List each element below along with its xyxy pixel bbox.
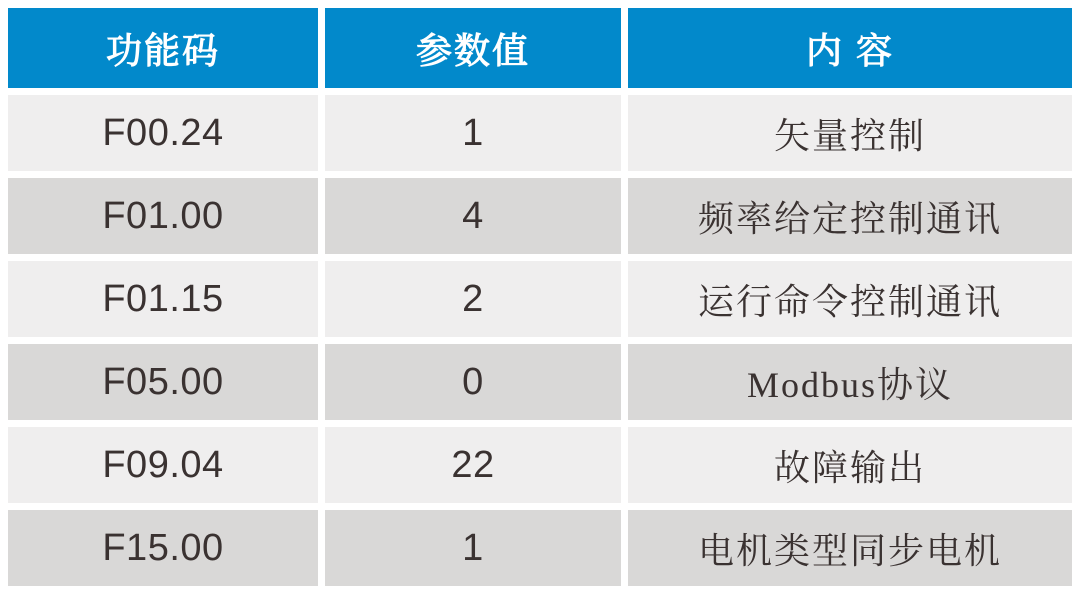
- content-cell: Modbus协议: [628, 344, 1072, 420]
- table-row: [8, 510, 1072, 586]
- content-cell: 运行命令控制通讯: [628, 261, 1072, 337]
- column-header-parameter-value: 参数值: [325, 8, 621, 88]
- parameter-table: [8, 8, 1072, 586]
- function-code-cell: F09.04: [8, 427, 318, 503]
- table-row: [8, 427, 1072, 503]
- content-cell: 频率给定控制通讯: [628, 178, 1072, 254]
- function-code-cell: F01.00: [8, 178, 318, 254]
- table-header-row: [8, 8, 1072, 88]
- parameter-value-cell: 0: [325, 344, 621, 420]
- table-row: [8, 344, 1072, 420]
- parameter-value-cell: 1: [325, 95, 621, 171]
- function-code-cell: F05.00: [8, 344, 318, 420]
- column-header-function-code: 功能码: [8, 8, 318, 88]
- parameter-value-cell: 2: [325, 261, 621, 337]
- table-row: [8, 95, 1072, 171]
- function-code-cell: F15.00: [8, 510, 318, 586]
- parameter-value-cell: 4: [325, 178, 621, 254]
- function-code-cell: F00.24: [8, 95, 318, 171]
- table-row: [8, 261, 1072, 337]
- content-cell: 矢量控制: [628, 95, 1072, 171]
- table-row: [8, 178, 1072, 254]
- parameter-value-cell: 22: [325, 427, 621, 503]
- column-header-content: 内 容: [628, 8, 1072, 88]
- function-code-cell: F01.15: [8, 261, 318, 337]
- parameter-value-cell: 1: [325, 510, 621, 586]
- content-cell: 电机类型同步电机: [628, 510, 1072, 586]
- content-cell: 故障输出: [628, 427, 1072, 503]
- table-body: [8, 95, 1072, 586]
